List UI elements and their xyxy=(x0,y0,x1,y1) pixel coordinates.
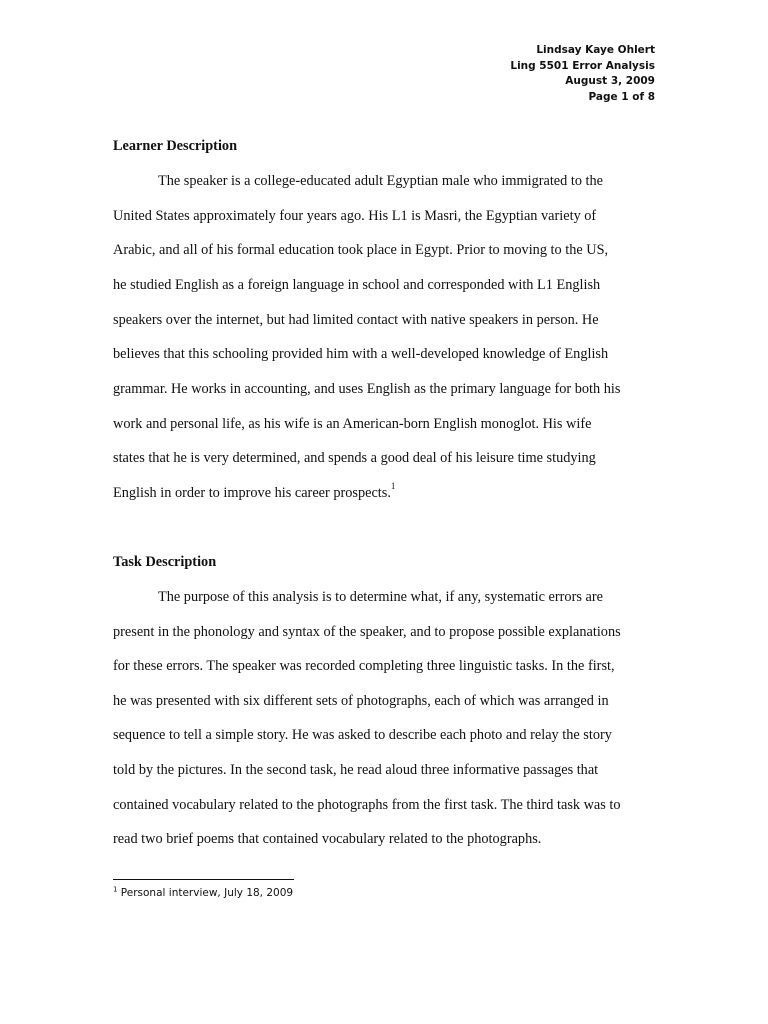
paragraph-line: sequence to tell a simple story. He was asked to describe each photo and relay the story xyxy=(113,727,612,743)
paragraph-line: he was presented with six different sets of photographs, each of which was arranged in xyxy=(113,693,609,709)
section-heading-task-description: Task Description xyxy=(113,554,217,570)
paragraph-line: The speaker is a college-educated adult Egyptian male who immigrated to the xyxy=(158,173,604,189)
paragraph-line-text: English in order to improve his career prospects. xyxy=(113,485,391,501)
document-date: August 3, 2009 xyxy=(565,75,655,87)
paragraph-line: he studied English as a foreign language in school and corresponded with L1 English xyxy=(113,277,601,293)
footnote xyxy=(113,887,293,899)
footnote-text: Personal interview, July 18, 2009 xyxy=(117,887,294,899)
paragraph-line: grammar. He works in accounting, and uses English as the primary language for both his xyxy=(113,381,621,397)
paragraph-line: work and personal life, as his wife is an American-born English monoglot. His wife xyxy=(113,416,592,432)
course-title: Ling 5501 Error Analysis xyxy=(510,59,655,72)
paragraph-line-with-footnote xyxy=(113,481,396,502)
section-heading-learner-description: Learner Description xyxy=(113,138,238,154)
paragraph-line: states that he is very determined, and spends a good deal of his leisure time studying xyxy=(113,450,596,466)
footnote-reference[interactable]: 1 xyxy=(390,481,396,492)
footnote-separator xyxy=(113,879,294,880)
paragraph-line: United States approximately four years ago. His L1 is Masri, the Egyptian variety of xyxy=(113,208,597,224)
paragraph-line: The purpose of this analysis is to determine what, if any, systematic errors are xyxy=(158,589,603,605)
paragraph-line: for these errors. The speaker was recorded completing three linguistic tasks. In the first, xyxy=(113,658,615,674)
paragraph-line: believes that this schooling provided him with a well-developed knowledge of English xyxy=(113,346,609,362)
paragraph-line: read two brief poems that contained vocabulary related to the photographs. xyxy=(113,831,542,847)
paragraph-line: contained vocabulary related to the photographs from the first task. The third task was to xyxy=(113,797,621,813)
page-number: Page 1 of 8 xyxy=(588,90,655,103)
paragraph-line: told by the pictures. In the second task, he read aloud three informative passages that xyxy=(113,762,599,778)
page-header xyxy=(510,43,655,105)
paragraph-line: speakers over the internet, but had limited contact with native speakers in person. He xyxy=(113,312,599,328)
paragraph-line: Arabic, and all of his formal education took place in Egypt. Prior to moving to the US, xyxy=(113,242,609,258)
author-name: Lindsay Kaye Ohlert xyxy=(536,44,655,56)
paragraph-line: present in the phonology and syntax of the speaker, and to propose possible explanations xyxy=(113,624,621,640)
footnote-number: 1 xyxy=(113,885,118,894)
